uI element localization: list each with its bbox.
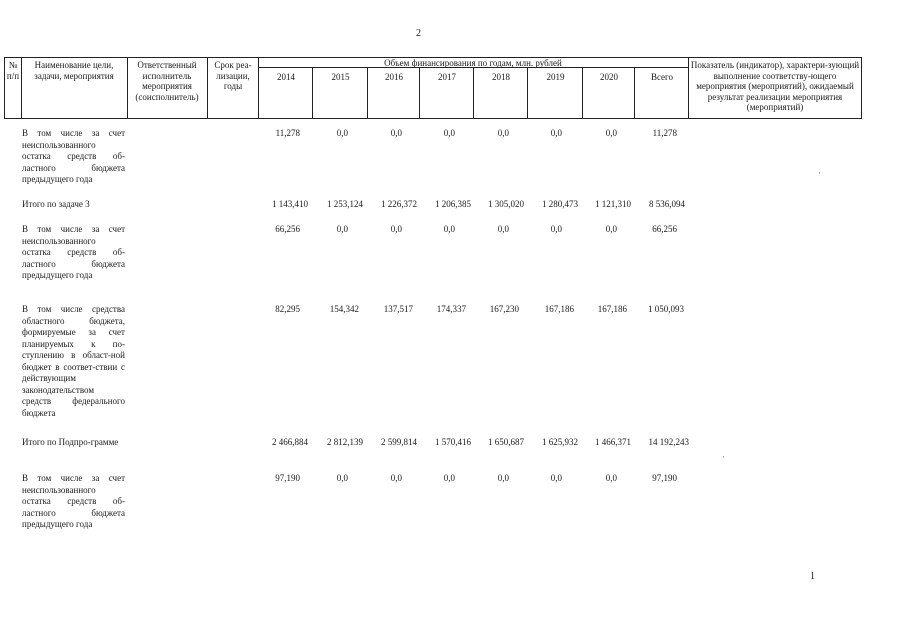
row-name: В том числе за счет неиспользованного остатка средств об-ластного бюджета предыдущего года [22,224,125,280]
value-2020: 1 466,371 [595,437,631,447]
header-year: 2016 [385,72,403,82]
value-2018: 1 650,687 [488,437,524,447]
header-term: Срок реа-лизации, годы [214,60,252,91]
value-2017: 0,0 [443,473,455,483]
value-2019: 1 280,473 [542,199,578,209]
value-2016: 1 226,372 [381,199,417,209]
value-2014: 82,295 [275,304,300,314]
value-2016: 0,0 [390,473,402,483]
header-name: Наименование цели, задачи, мероприятия [34,60,114,81]
header-year: 2014 [277,72,295,82]
table-row [0,128,905,188]
table-row [0,224,905,286]
value-2014: 1 143,410 [272,199,308,209]
row-name: В том числе за счет неиспользованного остатка средств об-ластного бюджета предыдущего года [22,473,125,529]
value-total: 11,278 [652,128,677,138]
value-2016: 0,0 [390,224,402,234]
header-year: 2017 [438,72,456,82]
value-total: 14 192,243 [648,437,689,447]
table-row [0,304,905,426]
header-year: 2018 [492,72,510,82]
page-number: 2 [416,28,421,39]
value-2018: 167,230 [489,304,519,314]
value-2020: 167,186 [597,304,627,314]
header-year: 2020 [600,72,618,82]
row-name: В том числе средства областного бюджета, формируемые за счет планируемых к по-ступлению в област-ной бюджет в соответ-ствии с действующим законодательством средств федерального бюджета [22,304,125,418]
value-2020: 0,0 [605,473,617,483]
value-2015: 0,0 [336,473,348,483]
value-2014: 66,256 [275,224,300,234]
row-name: Итого по задаче 3 [22,199,90,209]
value-2018: 0,0 [497,473,509,483]
value-2017: 0,0 [443,224,455,234]
scan-dot: · [722,452,725,462]
header-year: 2015 [331,72,350,82]
value-2019: 0,0 [550,128,562,138]
value-2014: 97,190 [275,473,300,483]
table-row [0,473,905,535]
value-2015: 2 812,139 [327,437,363,447]
value-2016: 2 599,814 [381,437,417,447]
value-2019: 0,0 [550,224,562,234]
header-responsible: Ответственный исполнитель мероприятия (соисполнитель) [135,60,199,102]
value-2019: 0,0 [550,473,562,483]
value-2016: 137,517 [383,304,413,314]
value-2020: 0,0 [605,128,617,138]
value-2017: 1 206,385 [435,199,471,209]
row-name: В том числе за счет неиспользованного остатка средств об-ластного бюджета предыдущего года [22,128,125,184]
header-num: № п/п [6,60,20,81]
value-2017: 0,0 [443,128,455,138]
value-2015: 0,0 [336,128,348,138]
value-2014: 2 466,884 [272,437,308,447]
header-year: 2019 [546,72,565,82]
value-2020: 0,0 [605,224,617,234]
value-2018: 0,0 [497,128,509,138]
value-total: 8 536,094 [649,199,685,209]
value-2018: 0,0 [497,224,509,234]
corner-mark: 1 [810,571,815,582]
value-2017: 1 570,416 [435,437,471,447]
header-indicator: Показатель (индикатор), характери-зующий выполнение соответству-ющего мероприятия (мероприятий), ожидаемый результат реализации мероприятия (мероприятий) [690,60,860,112]
scan-dot: · [818,168,821,178]
value-total: 66,256 [652,224,677,234]
value-total: 97,190 [652,473,677,483]
value-2015: 1 253,124 [327,199,363,209]
value-2017: 174,337 [436,304,466,314]
value-2014: 11,278 [275,128,300,138]
header-finance-title: Объем финансирования по годам, млн. рублей [384,58,562,68]
value-2015: 0,0 [336,224,348,234]
value-2020: 1 121,310 [595,199,631,209]
table-row [0,437,905,463]
value-2016: 0,0 [390,128,402,138]
value-2019: 1 625,932 [542,437,578,447]
value-2015: 154,342 [329,304,359,314]
value-total: 1 050,093 [648,304,684,314]
value-2019: 167,186 [544,304,574,314]
table-row [0,199,905,213]
header-total: Всего [650,72,674,82]
row-name: Итого по Подпро-грамме [22,437,119,447]
value-2018: 1 305,020 [488,199,524,209]
